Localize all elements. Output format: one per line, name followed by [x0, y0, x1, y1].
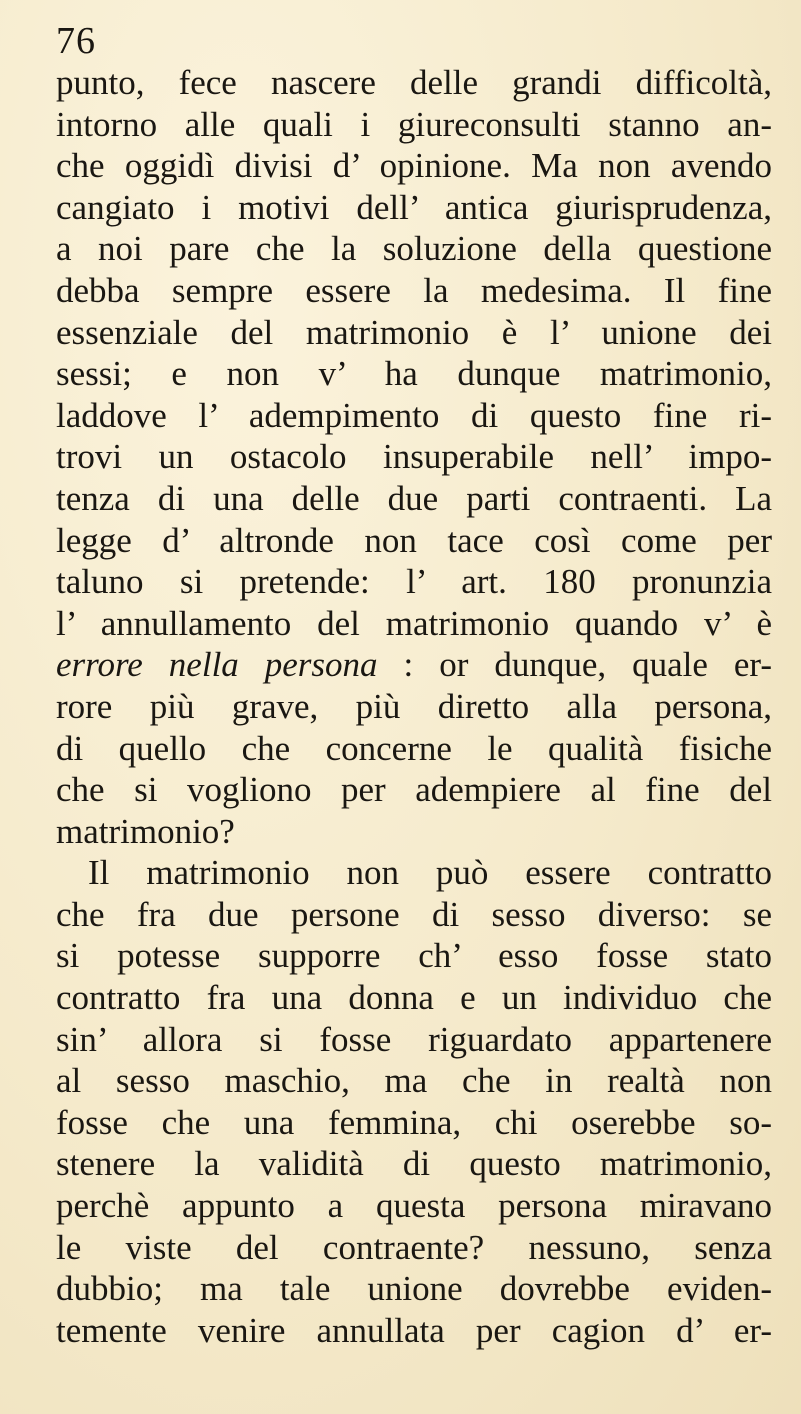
text-line: taluno si pretende: l’ art. 180 pronunzia — [56, 562, 772, 602]
text-line: al sesso maschio, ma che in realtà non — [56, 1061, 772, 1101]
text-line: a noi pare che la soluzione della questione — [56, 229, 772, 269]
page-number: 76 — [56, 20, 96, 62]
text-line: sessi; e non v’ ha dunque matrimonio, — [56, 354, 772, 394]
body-text — [56, 62, 772, 1351]
italic-phrase: errore nella persona — [56, 645, 378, 685]
text-line: fosse che una femmina, chi oserebbe so- — [56, 1102, 772, 1142]
text-line: contratto fra una donna e un individuo che — [56, 978, 772, 1018]
text-line: che oggidì divisi d’ opinione. Ma non avendo — [56, 146, 772, 186]
text-line: che fra due persone di sesso diverso: se — [56, 894, 772, 934]
text-line: le viste del contraente? nessuno, senza — [56, 1227, 772, 1267]
text-line: matrimonio? — [56, 811, 235, 851]
text-line: si potesse supporre ch’ esso fosse stato — [56, 936, 772, 976]
text-line: intorno alle quali i giureconsulti stanno an- — [56, 104, 772, 144]
text-line: debba sempre essere la medesima. Il fine — [56, 270, 772, 310]
text-line-with-italic — [56, 644, 772, 686]
text-line: essenziale del matrimonio è l’ unione dei — [56, 312, 772, 352]
text-line: tenza di una delle due parti contraenti. La — [56, 478, 772, 518]
text-line: laddove l’ adempimento di questo fine ri- — [56, 395, 772, 435]
text-line: rore più grave, più diretto alla persona, — [56, 686, 772, 726]
text-line: legge d’ altronde non tace così come per — [56, 520, 772, 560]
text-line: di quello che concerne le qualità fisiche — [56, 728, 772, 768]
text-line: perchè appunto a questa persona miravano — [56, 1186, 772, 1226]
text-line: sin’ allora si fosse riguardato appartenere — [56, 1019, 772, 1059]
text-line: cangiato i motivi dell’ antica giurisprudenza, — [56, 187, 772, 227]
text-line-rest: : or dunque, quale er- — [403, 645, 773, 685]
text-line: dubbio; ma tale unione dovrebbe eviden- — [56, 1269, 772, 1309]
paragraph-first-line: Il matrimonio non può essere contratto — [88, 853, 772, 893]
text-line: temente venire annullata per cagion d’ er- — [56, 1310, 772, 1350]
text-line: punto, fece nascere delle grandi difficoltà, — [56, 63, 772, 102]
text-line: che si vogliono per adempiere al fine del — [56, 770, 772, 810]
text-line: trovi un ostacolo insuperabile nell’ impo- — [56, 437, 772, 477]
text-line: l’ annullamento del matrimonio quando v’ è — [56, 603, 772, 643]
text-line: stenere la validità di questo matrimonio, — [56, 1144, 772, 1184]
